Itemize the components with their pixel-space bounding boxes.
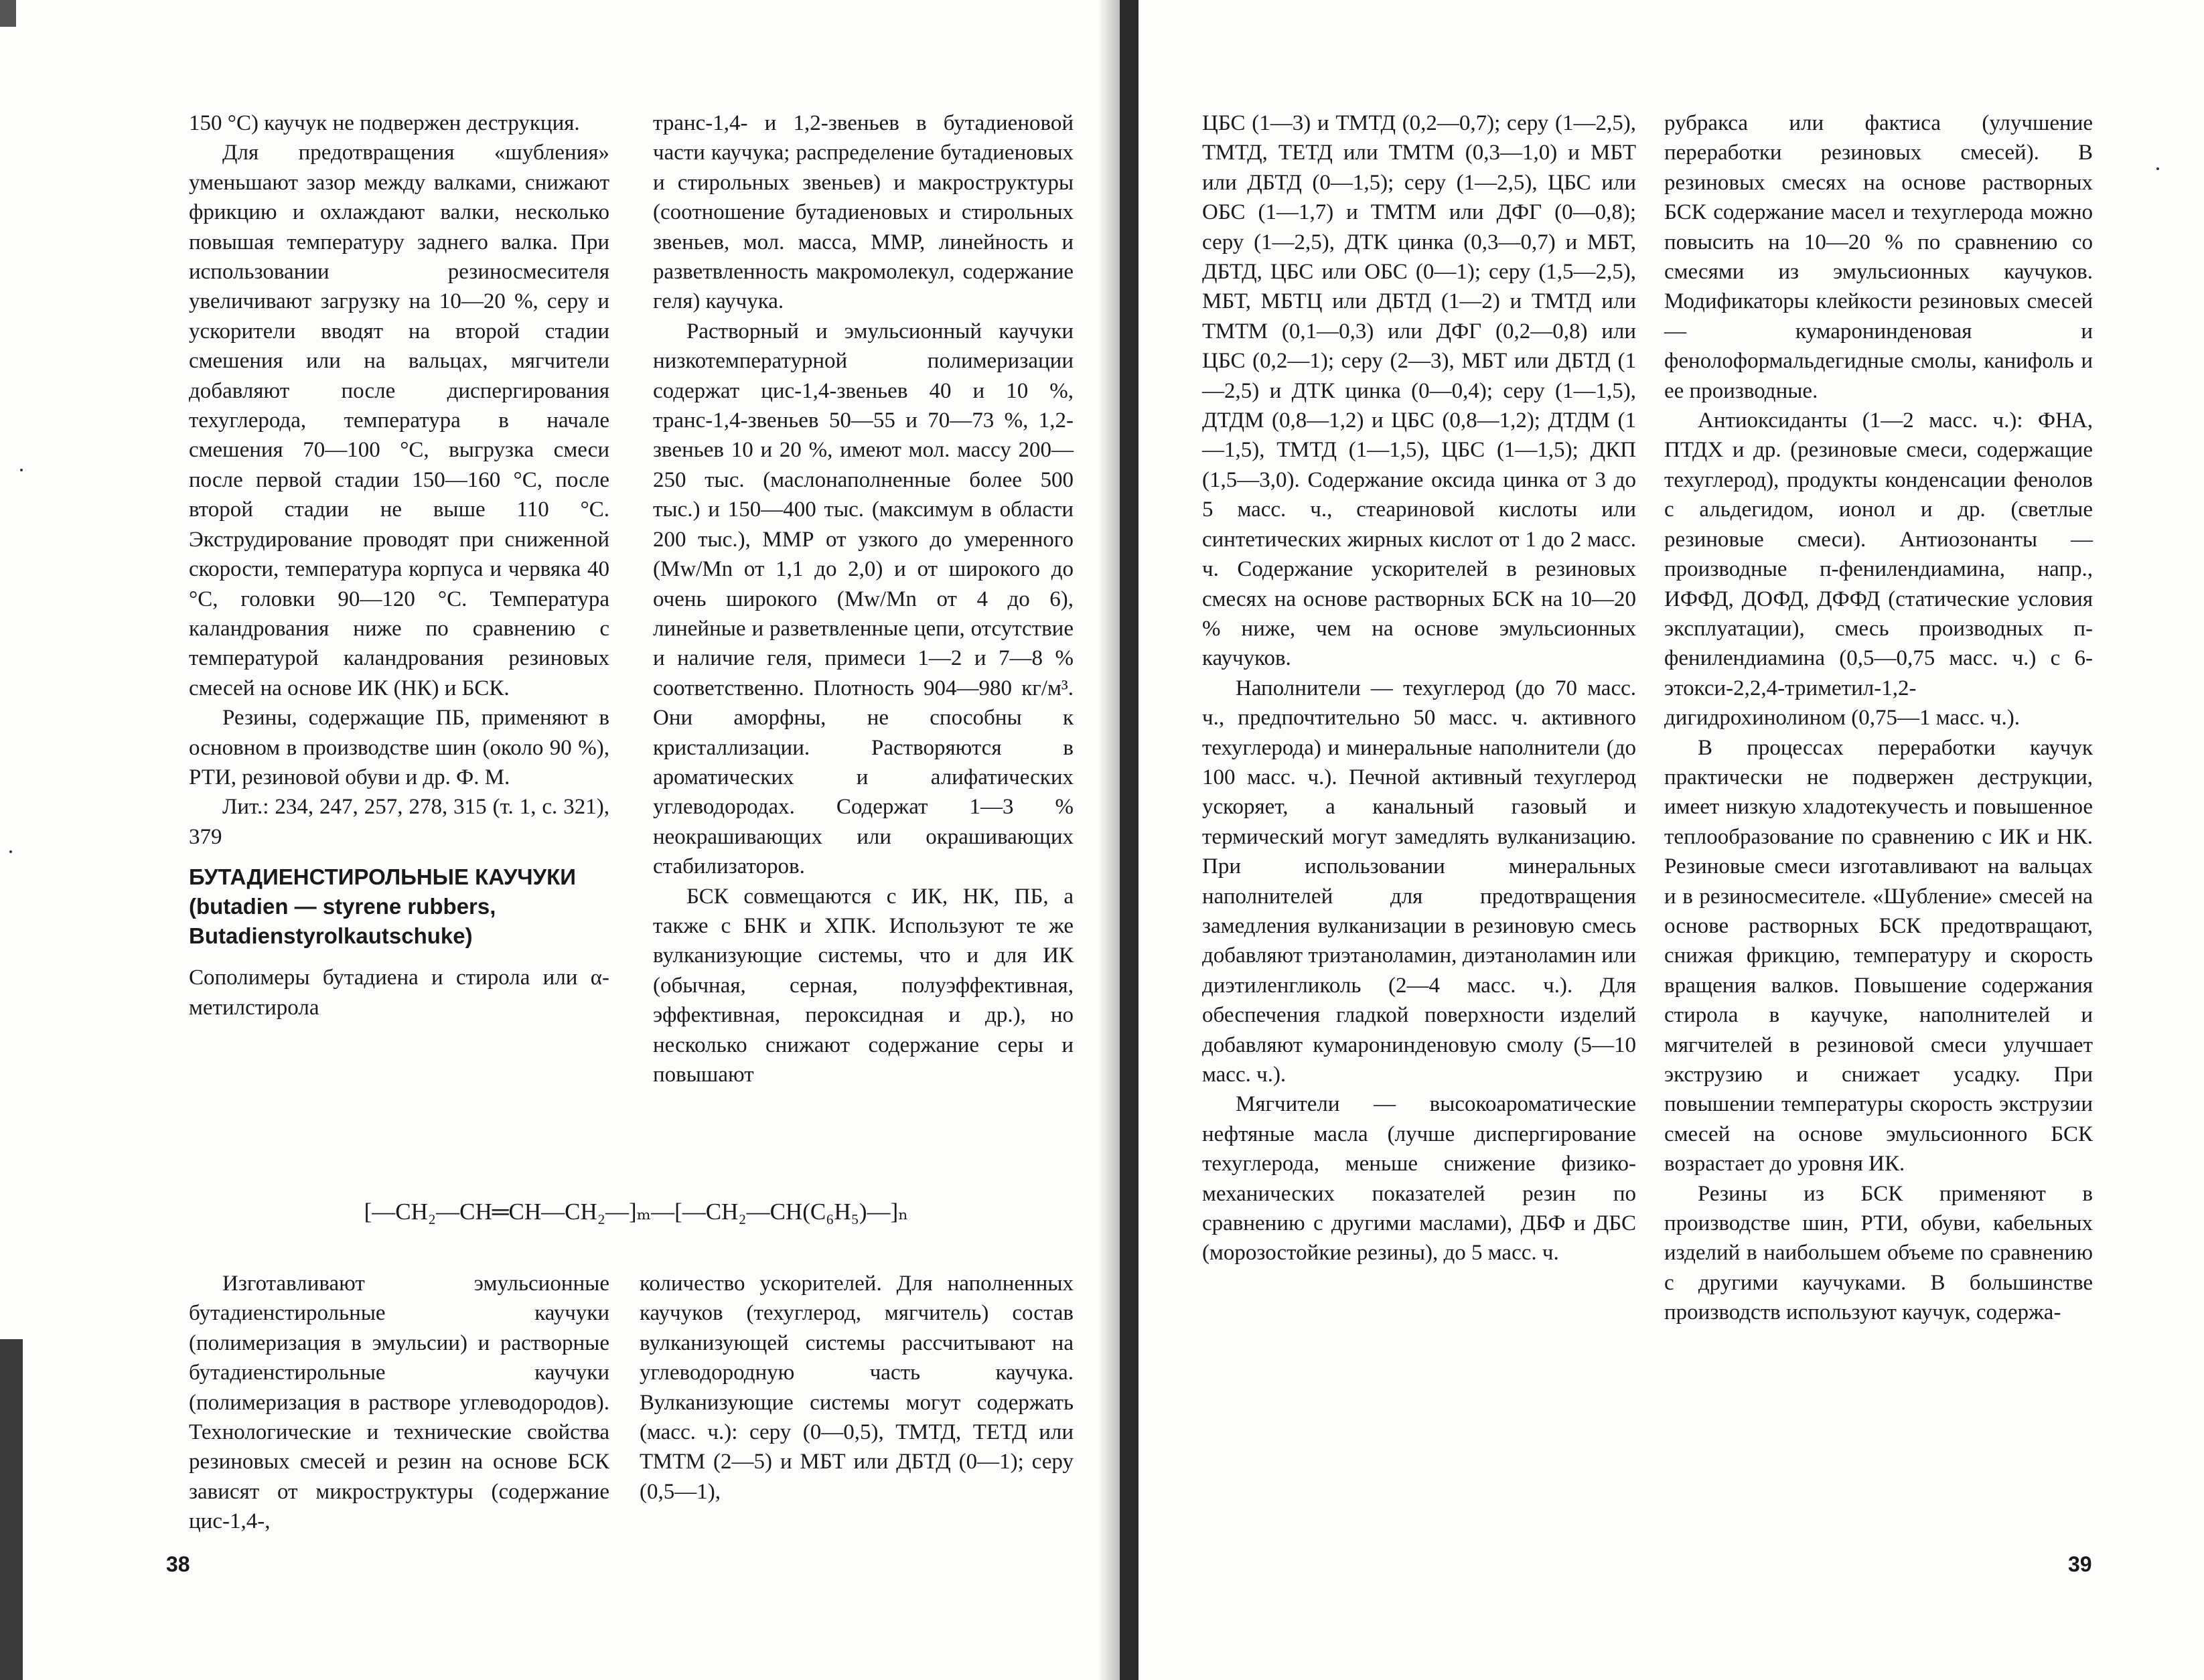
- left-column-2: [653, 108, 1074, 1089]
- paragraph: Изготавливают эмульсионные бутадиенстирольные каучуки (полимеризация в эмульсии) и растворные бутадиенстирольные каучуки (полимеризация в растворе углеводородов). Технологические и технические свойства резиновых смесей и резин на основе БСК зависят от микроструктуры (содержание цис-1,4-,: [189, 1272, 609, 1534]
- right-column-1: [1202, 108, 1636, 1268]
- paragraph: транс-1,4- и 1,2-звеньев в бутадиеновой части каучука; распределение бутадиеновых и стирольных звеньев) и макроструктуры (соотношение бутадиеновых и стирольных звеньев, мол. масса, ММР, линейность и разветвленность макромолекул, содержание геля) каучука.: [653, 111, 1074, 314]
- book-gutter: [1120, 0, 1140, 1680]
- left-column-1: [189, 108, 609, 1022]
- paragraph: Резины из БСК применяют в производстве шин, РТИ, обуви, кабельных изделий в наибольшем объеме по сравнению с другими каучуками. В большинстве производств используют каучук, содержа-: [1664, 1181, 2093, 1325]
- article-title-latin: (butadien — styrene rubbers, Butadienstyrolkautschuke): [189, 894, 496, 949]
- right-page: [1138, 0, 2204, 1680]
- scan-edge-mark: [0, 0, 16, 27]
- paragraph: рубракса или фактиса (улучшение переработки резиновых смесей). В резиновых смесях на основе растворных БСК содержание масел и техуглерода можно повысить на 10—20 % по сравнению со смесями из эмульсионных каучуков. Модификаторы клейкости резиновых смесей — кумаронинденовая и фенолоформальдегидные смолы, канифоль и ее производные.: [1664, 111, 2093, 403]
- paragraph: БСК совмещаются с ИК, НК, ПБ, а также с БНК и ХПК. Используют те же вулканизующие системы, что и для ИК (обычная, серная, полуэффективная, эффективная, пероксидная и др.), но несколько снижают содержание серы и повышают: [653, 884, 1074, 1087]
- page-number: 39: [2068, 1552, 2092, 1576]
- paragraph: Мягчители — высокоароматические нефтяные масла (лучше диспергирование техуглерода, меньше снижение физико-механических показателей резин по сравнению с другими маслами), ДБФ и ДБС (морозостойкие резины), до 5 масс. ч.: [1202, 1092, 1636, 1266]
- paragraph: количество ускорителей. Для наполненных каучуков (техуглерод, мягчитель) состав вулканизующей системы рассчитывают на углеводородную часть каучука. Вулканизующие системы могут содержать (масс. ч.): серу (0—0,5), ТМТД, ТЕТД или ТМТМ (2—5) и МБТ или ДБТД (0—1); серу (0,5—1),: [640, 1272, 1074, 1504]
- paragraph: Наполнители — техуглерод (до 70 масс. ч., предпочтительно 50 масс. ч. активного техуглерода) и минеральные наполнители (до 100 масс. ч.). Печной активный техуглерод ускоряет, а канальный газовый и термический могут замедлять вулканизацию. При использовании минеральных наполнителей для предотвращения замедления вулканизации в резиновую смесь добавляют триэтаноламин, диэтаноламин или диэтиленгликоль (2—4 масс. ч.). Для обеспечения гладкой поверхности изделий добавляют кумаронинденовую смолу (5—10 масс. ч.).: [1202, 676, 1636, 1087]
- scan-edge-mark: [0, 1339, 23, 1680]
- paragraph: Лит.: 234, 247, 257, 278, 315 (т. 1, с. 321), 379: [189, 795, 609, 849]
- gutter-shadow: [1098, 0, 1120, 1680]
- right-column-2: [1664, 108, 2093, 1328]
- paragraph: ЦБС (1—3) и ТМТД (0,2—0,7); серу (1—2,5), ТМТД, ТЕТД или ТМТМ (0,3—1,0) и МБТ или ДБТД (0—1,5); серу (1—2,5), ЦБС или ОБС (1—1,7) и ТМТМ или ДФГ (0—0,8); серу (1—2,5), ДТК цинка (0,3—0,7) и МБТ, ДБТД, ЦБС или ОБС (0—1); серу (1,5—2,5), МБТ, МБТЦ или ДБТД (1—2) и ТМТД или ТМТМ (0,1—0,3) или ДФГ (0,2—0,8) или ЦБС (0,2—1); серу (2—3), МБТ или ДБТД (1—2,5) и ДТК цинка (0—0,4); серу (1—1,5), ДТДМ (0,8—1,2) и ЦБС (0,8—1,2); ДТДМ (1—1,5), ТМТД (1—1,5), ЦБС (1—1,5); ДКП (1,5—3,0). Содержание оксида цинка от 3 до 5 масс. ч., стеариновой кислоты или синтетических жирных кислот от 1 до 2 масс. ч. Содержание ускорителей в резиновых смесях на основе растворных БСК на 10—20 % ниже, чем на основе эмульсионных каучуков.: [1202, 111, 1636, 671]
- paragraph: 150 °C) каучук не подвержен деструкция.: [189, 111, 580, 135]
- left-column-1-bottom: [189, 1269, 609, 1537]
- scan-speck: [9, 850, 12, 853]
- article-title: БУТАДИЕНСТИРОЛЬНЫЕ КАУЧУКИ: [189, 864, 576, 890]
- paragraph: Растворный и эмульсионный каучуки низкотемпературной полимеризации содержат цис-1,4-звеньев 40 и 10 %, транс-1,4-звеньев 50—55 и 70—73 %, 1,2-звеньев 10 и 20 %, имеют мол. массу 200—250 тыс. (маслонаполненные более 500 тыс.) и 150—400 тыс. (максимум в области 200 тыс.), ММР от узкого до умеренного (Mw/Mn от 1,1 до 2,0) и от широкого до очень широкого (Mw/Mn от 4 до 6), линейные и разветвленные цепи, отсутствие и наличие геля, примеси 1—2 и 7—8 % соответственно. Плотность 904—980 кг/м³. Они аморфны, не способны к кристаллизации. Растворяются в ароматических и алифатических углеводородах. Содержат 1—3 % неокрашивающих или окрашивающих стабилизаторов.: [653, 319, 1074, 879]
- paragraph: В процессах переработки каучук практически не подвержен деструкции, имеет низкую хладотекучесть и повышенное теплообразование по сравнению с ИК и НК. Резиновые смеси изготавливают на вальцах и в резиносмесителе. «Шубление» смесей на основе растворных БСК предотвращают, снижая фрикцию, температуру и скорость вращения валков. Повышение содержания стирола в каучуке, наполнителей и мягчителей в резиновой смеси улучшает экструзию и снижает усадку. При повышении температуры скорость экструзии смесей на основе эмульсионного БСК возрастает до уровня ИК.: [1664, 735, 2093, 1176]
- definition: Сополимеры бутадиена и стирола или α-метилстирола: [189, 966, 609, 1020]
- chemical-formula: [—CH₂—CH═CH—CH₂—]ₘ—[—CH₂—CH(C₆H₅)—]ₙ: [364, 1199, 909, 1225]
- scan-speck: [2156, 167, 2159, 170]
- paragraph: Антиоксиданты (1—2 масс. ч.): ФНА, ПТДХ и др. (резиновые смеси, содержащие техуглерод), продукты конденсации фенолов с альдегидом, ионол и др. (светлые резиновые смеси). Антиозонанты — производные п-фенилендиамина, напр., ИФФД, ДОФД, ДФФД (статические условия эксплуатации), смесь производных п-фенилендиамина (0,5—0,75 масс. ч.) с 6-этокси-2,2,4-триметил-1,2-дигидрохинолином (0,75—1 масс. ч.).: [1664, 408, 2093, 731]
- left-column-2-bottom: [640, 1269, 1074, 1507]
- paragraph: Резины, содержащие ПБ, применяют в основном в производстве шин (около 90 %), РТИ, резиновой обуви и др. Ф. М.: [189, 706, 609, 789]
- paragraph: Для предотвращения «шубления» уменьшают зазор между валками, снижают фрикцию и охлаждают валки, несколько повышая температуру заднего валка. При использовании резиносмесителя увеличивают загрузку на 10—20 %, серу и ускорители вводят на второй стадии смешения или на вальцах, мягчители добавляют после диспергирования техуглерода, температура в начале смешения 70—100 °С, выгрузка смеси после первой стадии 150—160 °С, после второй стадии не выше 110 °С. Экструдирование проводят при сниженной скорости, температура корпуса и червяка 40 °С, головки 90—120 °С. Температура каландрования ниже по сравнению с температурой каландрования резиновых смесей на основе ИК (НК) и БСК.: [189, 141, 609, 700]
- article-heading: [189, 862, 609, 951]
- page-number: 38: [166, 1552, 190, 1576]
- scan-speck: [20, 469, 23, 471]
